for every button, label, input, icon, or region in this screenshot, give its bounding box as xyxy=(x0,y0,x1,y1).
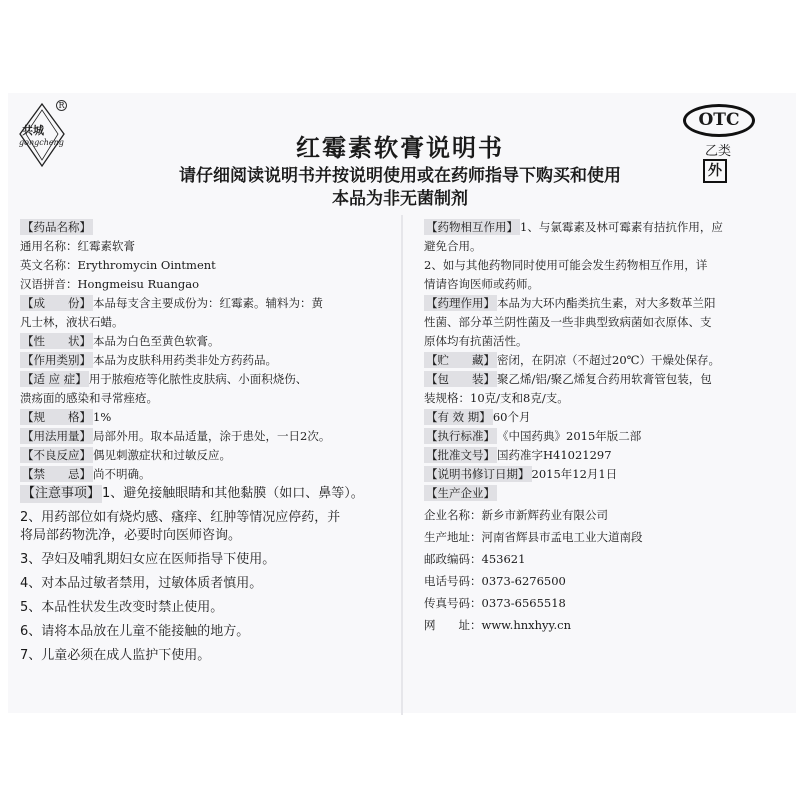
ingredients-text: 本品每支含主要成份为：红霉素。辅料为：黄 xyxy=(93,296,323,310)
validity-text: 60个月 xyxy=(492,410,531,424)
standard-label: 【执行标准】 xyxy=(426,429,495,443)
note-1: 1、避免接触眼睛和其他黏膜（如口、鼻等）。 xyxy=(102,486,364,501)
note-2-cont: 将局部药物洗净，必要时向医师咨询。 xyxy=(20,528,242,543)
postal-code: 邮政编码：453621 xyxy=(424,552,526,566)
pharmacology-text: 本品为大环内酯类抗生素，对大多数革兰阳 xyxy=(497,296,716,310)
fax-number: 传真号码：0373-6565518 xyxy=(424,596,566,610)
indication-text-cont: 溃疡面的感染和寻常痤疮。 xyxy=(20,391,158,405)
drug-name-label: 【药品名称】 xyxy=(22,220,91,234)
interaction-label: 【药物相互作用】 xyxy=(426,220,518,234)
document-title: 红霉素软膏说明书 xyxy=(296,134,504,162)
interaction-text-2: 2、如与其他药物同时使用可能会发生药物相互作用，详 xyxy=(424,258,708,272)
note-2: 2、用药部位如有烧灼感、瘙痒、红肿等情况应停药，并 xyxy=(20,510,341,525)
validity-label: 【有 效 期】 xyxy=(426,410,491,424)
interaction-text-2-cont: 情请咨询医师或药师。 xyxy=(424,277,539,291)
contraindication-text: 尚不明确。 xyxy=(93,467,151,481)
approval-label: 【批准文号】 xyxy=(426,448,495,462)
precautions-section xyxy=(20,485,395,665)
adverse-label: 【不良反应】 xyxy=(22,448,91,462)
appearance-label: 【性 状】 xyxy=(22,334,91,348)
precautions-label: 【注意事项】 xyxy=(22,486,101,501)
class-text: 本品为皮肤科用药类非处方药药品。 xyxy=(93,353,277,367)
manufacturer-label: 【生产企业】 xyxy=(426,486,495,500)
revision-label: 【说明书修订日期】 xyxy=(426,467,530,481)
adverse-text: 偶见刺激症状和过敏反应。 xyxy=(93,448,231,462)
phone-number: 电话号码：0373-6276500 xyxy=(424,574,566,588)
package-label: 【包 装】 xyxy=(426,372,495,386)
left-column xyxy=(20,219,395,671)
logo-chinese-text: 共城 xyxy=(22,124,44,137)
note-4: 4、对本品过敏者禁用，过敏体质者慎用。 xyxy=(20,576,263,591)
note-3: 3、孕妇及哺乳期妇女应在医师指导下使用。 xyxy=(20,552,276,567)
sterility-subtitle: 本品为非无菌制剂 xyxy=(332,189,468,209)
ingredients-label: 【成 份】 xyxy=(22,296,91,310)
storage-label: 【贮 藏】 xyxy=(426,353,495,367)
note-6: 6、请将本品放在儿童不能接触的地方。 xyxy=(20,624,250,639)
spec-text: 1% xyxy=(93,410,112,424)
storage-text: 密闭，在阴凉（不超过20℃）干燥处保存。 xyxy=(497,353,720,367)
approval-text: 国药准字H41021297 xyxy=(497,448,612,462)
note-5: 5、本品性状发生改变时禁止使用。 xyxy=(20,600,224,615)
interaction-text-cont: 避免合用。 xyxy=(424,239,482,253)
pharmacology-label: 【药理作用】 xyxy=(426,296,495,310)
company-name: 企业名称：新乡市新辉药业有限公司 xyxy=(424,508,608,522)
common-name: 通用名称：红霉素软膏 xyxy=(20,239,135,253)
column-divider xyxy=(401,215,403,715)
english-name: 英文名称：Erythromycin Ointment xyxy=(20,258,216,272)
appearance-text: 本品为白色至黄色软膏。 xyxy=(93,334,220,348)
standard-text: 《中国药典》2015年版二部 xyxy=(497,429,642,443)
indication-text: 用于脓疱疮等化脓性皮肤病、小面积烧伤、 xyxy=(88,372,308,386)
website: 网 址：www.hnxhyy.cn xyxy=(424,618,571,632)
right-column xyxy=(424,219,789,636)
pinyin-name: 汉语拼音：Hongmeisu Ruangao xyxy=(20,277,200,291)
registered-mark: R xyxy=(56,100,67,111)
dosage-text: 局部外用。取本品适量，涂于患处，一日2次。 xyxy=(93,429,331,443)
class-label: 【作用类别】 xyxy=(22,353,91,367)
pharmacology-text-cont: 性菌、部分革兰阴性菌及一些非典型致病菌如衣原体、支 xyxy=(424,315,712,329)
indication-label: 【适 应 症】 xyxy=(22,372,87,386)
contraindication-label: 【禁 忌】 xyxy=(22,467,91,481)
otc-badge: OTC xyxy=(683,104,755,137)
external-use-badge: 外 xyxy=(703,159,727,183)
otc-category: 乙类 xyxy=(705,144,732,159)
revision-text: 2015年12月1日 xyxy=(531,467,618,481)
dosage-label: 【用法用量】 xyxy=(22,429,91,443)
package-text-cont: 装规格：10克/支和8克/支。 xyxy=(424,391,569,405)
package-text: 聚乙烯/铝/聚乙烯复合药用软膏管包装，包 xyxy=(497,372,712,386)
ingredients-text-cont: 凡士林，液状石蜡。 xyxy=(20,315,124,329)
note-7: 7、儿童必须在成人监护下使用。 xyxy=(20,648,211,663)
instruction-subtitle: 请仔细阅读说明书并按说明使用或在药师指导下购买和使用 xyxy=(179,166,621,186)
spec-label: 【规 格】 xyxy=(22,410,91,424)
pharmacology-text-cont-2: 原体均有抗菌活性。 xyxy=(424,334,528,348)
logo-english-text: gongcheng xyxy=(19,138,64,147)
interaction-text: 1、与氯霉素及林可霉素有拮抗作用，应 xyxy=(520,220,723,234)
production-address: 生产地址：河南省辉县市孟电工业大道南段 xyxy=(424,530,643,544)
